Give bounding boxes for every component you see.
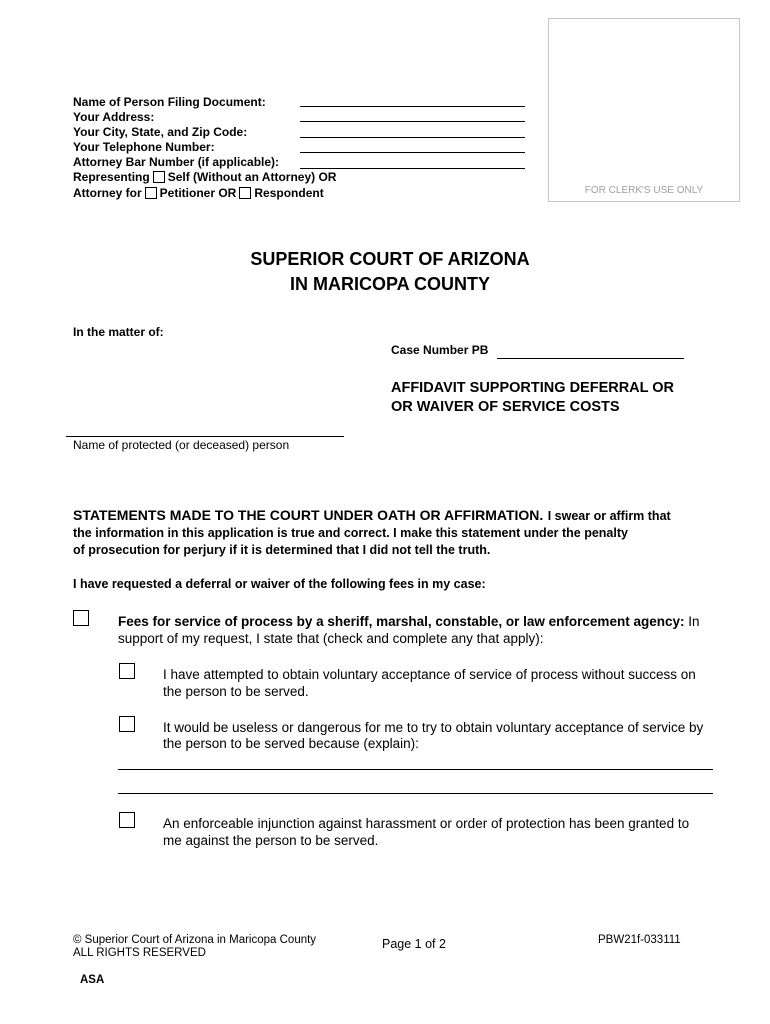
fees-bold-text: Fees for service of process by a sheriff, marshal, constable, or law enforcement agency: [118, 614, 685, 629]
attempted-service-line1: I have attempted to obtain voluntary acceptance of service of process without success on [163, 667, 696, 682]
protected-person-field[interactable] [66, 436, 344, 437]
form-code: PBW21f-033111 [598, 934, 681, 946]
court-title-line1: SUPERIOR COURT OF ARIZONA [250, 249, 530, 269]
clerk-use-label: FOR CLERK'S USE ONLY [584, 185, 704, 196]
oath-line1 [73, 507, 671, 525]
protected-person-label: Name of protected (or deceased) person [73, 438, 290, 452]
oath-text2: the information in this application is true and correct. I make this statement under the penalty [73, 526, 628, 540]
case-number-field[interactable] [497, 358, 684, 359]
oath-heading: STATEMENTS MADE TO THE COURT UNDER OATH OR AFFIRMATION. [73, 507, 544, 523]
filer-address-field[interactable] [300, 121, 525, 122]
explain-line-2[interactable] [118, 793, 713, 794]
request-statement: I have requested a deferral or waiver of the following fees in my case: [73, 577, 486, 591]
filer-bar-label: Attorney Bar Number (if applicable): [73, 155, 280, 169]
footer-initials: ASA [80, 974, 105, 986]
fees-checkbox[interactable] [73, 610, 89, 626]
filer-name-label: Name of Person Filing Document: [73, 95, 266, 109]
document-title-line1: AFFIDAVIT SUPPORTING DEFERRAL OR [391, 380, 675, 396]
filer-city-field[interactable] [300, 137, 525, 138]
filer-address-label: Your Address: [73, 110, 155, 124]
filer-city-label: Your City, State, and Zip Code: [73, 125, 248, 139]
explain-line-1[interactable] [118, 769, 713, 770]
footer-rights: ALL RIGHTS RESERVED [73, 947, 206, 959]
attorney-for-row [73, 186, 324, 201]
fees-tail-text: In [688, 614, 700, 629]
self-checkbox[interactable] [153, 171, 165, 183]
page-number: Page 1 of 2 [382, 937, 446, 951]
useless-dangerous-line1: It would be useless or dangerous for me to try to obtain voluntary acceptance of service by [163, 720, 704, 735]
attorney-for-label: Attorney for [73, 186, 142, 200]
injunction-line1: An enforceable injunction against harassment or order of protection has been granted to [163, 816, 690, 831]
fees-line2: support of my request, I state that (check and complete any that apply): [118, 631, 544, 646]
attempted-service-line2: the person to be served. [163, 684, 309, 699]
filer-name-field[interactable] [300, 106, 525, 107]
injunction-checkbox[interactable] [119, 812, 135, 828]
case-number-label: Case Number PB [391, 343, 489, 357]
representing-row [73, 170, 336, 185]
document-title-line2: OR WAIVER OF SERVICE COSTS [391, 399, 620, 415]
court-title-line2: IN MARICOPA COUNTY [290, 274, 490, 294]
representing-label: Representing [73, 170, 150, 184]
petitioner-label: Petitioner OR [159, 186, 237, 200]
useless-dangerous-line2: the person to be served because (explain): [163, 736, 419, 751]
respondent-checkbox[interactable] [239, 187, 251, 199]
footer-copyright: © Superior Court of Arizona in Maricopa County [73, 934, 317, 946]
self-label: Self (Without an Attorney) OR [167, 170, 337, 184]
respondent-label: Respondent [254, 186, 324, 200]
oath-text1: I swear or affirm that [547, 509, 671, 523]
attempted-service-checkbox[interactable] [119, 663, 135, 679]
filer-phone-field[interactable] [300, 152, 525, 153]
filer-phone-label: Your Telephone Number: [73, 140, 215, 154]
clerk-use-box [548, 18, 740, 202]
petitioner-checkbox[interactable] [145, 187, 157, 199]
injunction-line2: me against the person to be served. [163, 833, 379, 848]
fees-line1 [118, 613, 700, 630]
oath-text3: of prosecution for perjury if it is determined that I did not tell the truth. [73, 543, 491, 557]
filer-bar-field[interactable] [300, 168, 525, 169]
matter-label: In the matter of: [73, 325, 164, 339]
useless-dangerous-checkbox[interactable] [119, 716, 135, 732]
